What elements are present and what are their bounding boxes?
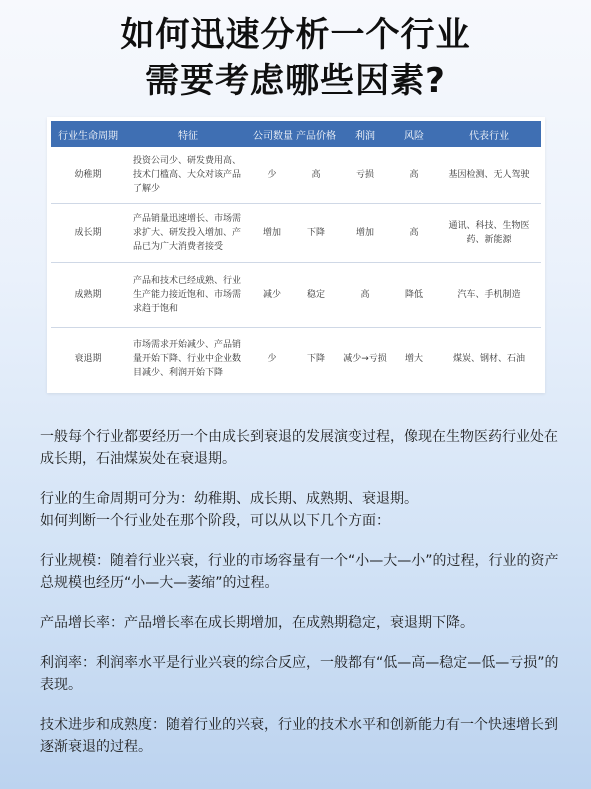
- header-price: 产品价格: [293, 121, 339, 147]
- paragraph-stages: 行业的生命周期可分为：幼稚期、成长期、成熟期、衰退期。 如何判断一个行业处在那个阶段，可以从以下几个方面：: [40, 491, 418, 529]
- cell-feature: 产品和技术已经成熟、行业生产能力接近饱和、市场需求趋于饱和: [125, 263, 251, 328]
- cell-risk: 降低: [391, 263, 437, 328]
- cell-examples: 煤炭、钢材、石油: [452, 354, 525, 364]
- cell-examples: 通讯、科技、生物医药、新能源: [437, 204, 541, 263]
- header-stage: 行业生命周期: [51, 121, 125, 147]
- cell-companies: 增加: [251, 204, 293, 263]
- cell-companies: 少: [267, 354, 277, 364]
- cell-profit: 增加: [339, 204, 391, 263]
- cell-profit: 减少→亏损: [343, 354, 387, 364]
- cell-price: 高: [293, 147, 339, 204]
- title-line-2: 需要考虑哪些因素?: [145, 61, 446, 101]
- title-line-1: 如何迅速分析一个行业: [120, 15, 471, 55]
- cell-companies: 减少: [251, 263, 293, 328]
- header-examples: 代表行业: [437, 121, 541, 147]
- table-row: [51, 263, 541, 328]
- header-risk: 风险: [391, 121, 437, 147]
- cell-examples: 汽车、手机制造: [437, 263, 541, 328]
- cell-feature: 产品销量迅速增长、市场需求扩大、研发投入增加、产品已为广大消费者接受: [125, 204, 251, 263]
- cell-examples: 基因检测、无人驾驶: [437, 147, 541, 204]
- cell-companies: 少: [251, 147, 293, 204]
- header-feature: 特征: [125, 121, 251, 147]
- paragraph-growth-rate: 产品增长率：产品增长率在成长期增加，在成熟期稳定，衰退期下降。: [40, 615, 474, 631]
- paragraph-technology: 技术进步和成熟度：随着行业的兴衰，行业的技术水平和创新能力有一个快速增长到逐渐衰退的过程。: [40, 717, 558, 755]
- cell-risk: 高: [391, 204, 437, 263]
- header-companies: 公司数量: [251, 121, 293, 147]
- cell-price: 下降: [293, 204, 339, 263]
- paragraph-scale: 行业规模：随着行业兴衰，行业的市场容量有一个“小—大—小”的过程，行业的资产总规模也经历“小—大—萎缩”的过程。: [40, 553, 559, 591]
- table-row: [51, 204, 541, 263]
- cell-stage: 衰退期: [74, 354, 102, 364]
- cell-feature: 市场需求开始减少、产品销量开始下降、行业中企业数目减少、利润开始下降: [133, 340, 242, 378]
- lifecycle-table-card: [47, 117, 545, 393]
- cell-risk: 增大: [404, 354, 423, 364]
- cell-feature: 投资公司少、研发费用高、技术门槛高、大众对该产品了解少: [125, 147, 251, 204]
- cell-profit: 亏损: [339, 147, 391, 204]
- cell-stage: 成长期: [51, 204, 125, 263]
- table-row: [51, 328, 541, 391]
- lifecycle-table: [51, 121, 541, 390]
- cell-stage: 幼稚期: [51, 147, 125, 204]
- cell-profit: 高: [339, 263, 391, 328]
- table-header-row: [51, 121, 541, 147]
- cell-risk: 高: [391, 147, 437, 204]
- page-title: [0, 12, 591, 104]
- cell-stage: 成熟期: [51, 263, 125, 328]
- cell-price: 下降: [306, 354, 325, 364]
- cell-price: 稳定: [293, 263, 339, 328]
- paragraph-profit-rate: 利润率：利润率水平是行业兴衰的综合反应，一般都有“低—高—稳定—低—亏损”的表现。: [40, 655, 559, 693]
- header-profit: 利润: [339, 121, 391, 147]
- paragraph-intro: 一般每个行业都要经历一个由成长到衰退的发展演变过程，像现在生物医药行业处在成长期，石油煤炭处在衰退期。: [40, 429, 558, 467]
- article-body: [40, 426, 568, 776]
- table-row: [51, 147, 541, 204]
